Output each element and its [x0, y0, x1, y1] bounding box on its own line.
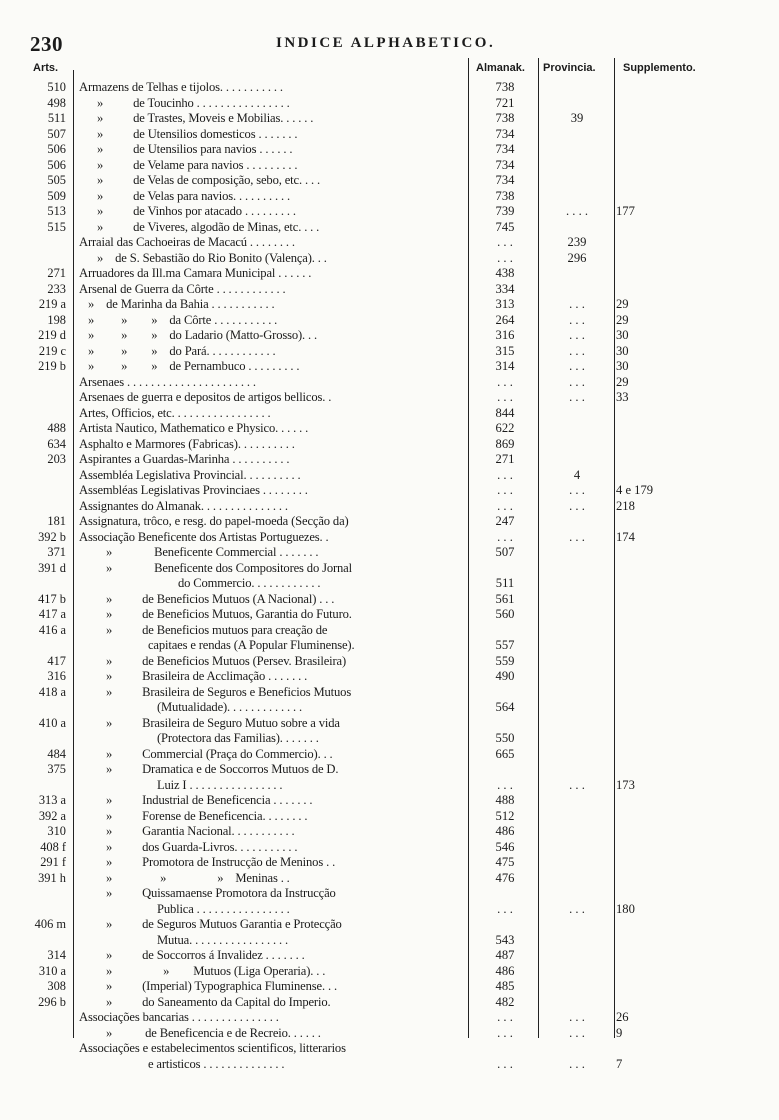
provincia-page: . . .	[569, 359, 585, 373]
index-row	[0, 421, 779, 437]
article-number: 515	[47, 219, 66, 234]
article-number: 291 f	[40, 855, 66, 869]
almanak-page: 543	[495, 932, 515, 947]
entry-text: » de Utensilios para navios . . . . . .	[79, 142, 293, 156]
article-number: 408 f	[40, 839, 66, 854]
entry-text: Assembléas Legislativas Provinciaes . . . . . . . .	[79, 483, 308, 497]
almanak-page: . . .	[497, 374, 513, 389]
article-number: 509	[47, 188, 66, 203]
supplemento-page: 29	[616, 374, 629, 389]
entry-text: Arraial das Cachoeiras de Macacú . . . . . . . .	[79, 235, 295, 249]
index-row	[0, 266, 779, 282]
entry-text: Luiz I . . . . . . . . . . . . . . . .	[79, 777, 283, 792]
entry-text: (Mutualidade). . . . . . . . . . . . .	[79, 700, 303, 714]
article-number: 417 b	[38, 591, 66, 606]
index-row	[0, 297, 779, 313]
index-row	[0, 390, 779, 406]
entry-text: Aspirantes a Guardas-Marinha . . . . . . . . . .	[79, 452, 290, 466]
supplemento-page: 29	[616, 312, 629, 327]
entry-text: » Brasileira de Seguro Mutuo sobre a vida	[79, 715, 340, 730]
entry-text: » Quissamaense Promotora da Instrucção	[79, 886, 336, 900]
entry-text: » de Vinhos por atacado . . . . . . . . .	[79, 204, 296, 218]
entry-text: » de Viveres, algodão de Minas, etc. . . .	[79, 219, 320, 234]
almanak-page: . . .	[497, 498, 513, 513]
supplemento-page: 4 e 179	[616, 483, 654, 497]
entry-text: » de Beneficios mutuos para creação de	[79, 622, 328, 637]
entry-text: Arsenaes . . . . . . . . . . . . . . . . . . . . . .	[79, 374, 256, 389]
article-number: 410 a	[38, 715, 66, 730]
index-row	[0, 313, 779, 329]
index-row	[0, 824, 779, 840]
article-number: 406 m	[34, 917, 66, 931]
entry-text: » de Velas para navios. . . . . . . . . .	[79, 188, 291, 203]
entry-text: » » » Meninas . .	[79, 870, 290, 885]
index-row	[0, 964, 779, 980]
entry-text: » Industrial de Beneficencia . . . . . . .	[79, 793, 313, 807]
almanak-page: 738	[495, 111, 515, 125]
index-row	[0, 778, 779, 794]
almanak-page: 314	[495, 359, 515, 373]
entry-text: » de Beneficios Mutuos (A Nacional) . . .	[79, 591, 335, 606]
article-number: 418 a	[38, 684, 66, 699]
article-number: 316	[47, 669, 66, 683]
entry-text: Mutua. . . . . . . . . . . . . . . . .	[79, 932, 289, 947]
almanak-page: 313	[495, 297, 515, 311]
supplemento-page: 174	[616, 529, 635, 544]
almanak-page: 561	[495, 591, 515, 606]
supplemento-page: 173	[616, 777, 635, 792]
article-number: 634	[47, 436, 66, 451]
index-row	[0, 437, 779, 453]
index-row	[0, 948, 779, 964]
article-number: 498	[47, 95, 66, 110]
supplemento-page: 7	[616, 1056, 623, 1071]
almanak-page: . . .	[497, 1010, 513, 1024]
index-row	[0, 80, 779, 96]
entry-text: » Garantia Nacional. . . . . . . . . . .	[79, 824, 295, 838]
article-number: 484	[47, 746, 66, 761]
entry-text: » de Toucinho . . . . . . . . . . . . . . . .	[79, 95, 290, 110]
article-number: 314	[47, 948, 66, 962]
almanak-page: . . .	[497, 529, 513, 544]
entry-text: Arsenal de Guerra da Côrte . . . . . . . . . . . .	[79, 281, 286, 296]
index-row	[0, 871, 779, 887]
almanak-page: 271	[495, 452, 515, 466]
entry-text: » de Utensilios domesticos . . . . . . .	[79, 126, 298, 141]
article-number: 233	[47, 281, 66, 296]
article-number: 417 a	[38, 607, 66, 621]
provincia-page: . . . .	[565, 204, 589, 218]
article-number: 391 d	[38, 560, 66, 575]
almanak-page: 482	[495, 994, 515, 1009]
index-row	[0, 592, 779, 608]
almanak-page: 512	[495, 808, 515, 823]
entry-text: » de Velas de composição, sebo, etc. . . .	[79, 173, 320, 187]
entry-text: » » Mutuos (Liga Operaria). . .	[79, 963, 326, 978]
entry-text: » (Imperial) Typographica Fluminense. . .	[79, 979, 337, 993]
index-row	[0, 189, 779, 205]
article-number: 181	[47, 514, 66, 528]
almanak-page: 475	[495, 855, 515, 869]
supplemento-page: 30	[616, 359, 629, 373]
index-row	[0, 282, 779, 298]
article-number: 271	[47, 266, 66, 280]
almanak-page: 734	[495, 173, 515, 187]
supplemento-page: 30	[616, 328, 629, 342]
index-row	[0, 669, 779, 685]
index-row	[0, 545, 779, 561]
entry-text: Asphalto e Marmores (Fabricas). . . . . . . . . .	[79, 436, 295, 451]
provincia-page: . . .	[569, 328, 585, 342]
entry-text: » Brasileira de Acclimação . . . . . . .	[79, 669, 308, 683]
supplemento-page: 30	[616, 343, 629, 358]
supplemento-page: 180	[616, 901, 635, 916]
index-row	[0, 235, 779, 251]
index-row	[0, 917, 779, 933]
index-row	[0, 220, 779, 236]
entry-text: Artes, Officios, etc. . . . . . . . . . . . . . . . .	[79, 405, 271, 420]
index-row	[0, 731, 779, 747]
entry-text: » Commercial (Praça do Commercio). . .	[79, 746, 333, 761]
entry-text: » de Velame para navios . . . . . . . . .	[79, 157, 298, 172]
almanak-page: 734	[495, 126, 515, 141]
index-row	[0, 111, 779, 127]
article-number: 313 a	[38, 793, 66, 807]
almanak-page: 486	[495, 963, 515, 978]
almanak-page: . . .	[497, 483, 513, 497]
almanak-page: 560	[495, 607, 515, 621]
column-header-arts: Arts.	[33, 62, 59, 74]
almanak-page: . . .	[497, 467, 513, 482]
almanak-page: 488	[495, 793, 515, 807]
provincia-page: . . .	[569, 1025, 585, 1040]
almanak-page: . . .	[497, 235, 513, 249]
index-row	[0, 468, 779, 484]
entry-text: » de Trastes, Moveis e Mobilias. . . . . .	[79, 111, 314, 125]
entry-text: » Dramatica e de Soccorros Mutuos de D.	[79, 762, 339, 776]
index-row	[0, 886, 779, 902]
almanak-page: 734	[495, 142, 515, 156]
article-number: 507	[47, 126, 66, 141]
article-number: 375	[47, 762, 66, 776]
article-number: 198	[47, 312, 66, 327]
almanak-page: 486	[495, 824, 515, 838]
article-number: 392 b	[38, 529, 66, 544]
article-number: 513	[47, 204, 66, 218]
almanak-page: 546	[495, 839, 515, 854]
supplemento-page: 218	[616, 498, 635, 513]
page-title: INDICE ALPHABETICO.	[276, 35, 496, 51]
entry-text: » » » de Pernambuco . . . . . . . . .	[79, 359, 300, 373]
entry-text: » » » do Pará. . . . . . . . . . . .	[79, 343, 276, 358]
article-number: 506	[47, 142, 66, 156]
article-number: 505	[47, 173, 66, 187]
almanak-page: 739	[495, 204, 515, 218]
provincia-page: 239	[567, 235, 587, 249]
entry-text: Assignantes do Almanak. . . . . . . . . . . . . . .	[79, 498, 288, 513]
entry-text: do Commercio. . . . . . . . . . . .	[79, 576, 321, 590]
entry-text: Arsenaes de guerra e depositos de artigos bellicos. .	[79, 390, 332, 404]
entry-text: Publica . . . . . . . . . . . . . . . .	[79, 901, 290, 916]
almanak-page: . . .	[497, 901, 513, 916]
provincia-page: . . .	[569, 343, 585, 358]
index-row	[0, 762, 779, 778]
entry-text: » de S. Sebastião do Rio Bonito (Valença). . .	[79, 250, 327, 265]
article-number: 417	[47, 653, 66, 668]
provincia-page: 4	[573, 467, 581, 482]
entry-text: Associações e estabelecimentos scientificos, litterarios	[79, 1041, 346, 1055]
column-header-supplemento: Supplemento.	[623, 62, 696, 74]
index-row	[0, 840, 779, 856]
almanak-page: 334	[495, 281, 515, 296]
almanak-page: 507	[495, 545, 515, 559]
index-row	[0, 793, 779, 809]
index-row	[0, 127, 779, 143]
article-number: 219 d	[38, 328, 66, 342]
entry-text: » Promotora de Instrucção de Meninos . .	[79, 855, 336, 869]
article-number: 308	[47, 979, 66, 993]
supplemento-page: 9	[616, 1025, 623, 1040]
almanak-page: 557	[495, 638, 515, 652]
provincia-page: . . .	[569, 498, 585, 513]
supplemento-page: 33	[616, 390, 629, 404]
provincia-page: . . .	[569, 1056, 585, 1071]
article-number: 371	[47, 545, 66, 559]
almanak-page: 316	[495, 328, 515, 342]
almanak-page: 476	[495, 870, 515, 885]
index-row	[0, 530, 779, 546]
index-row	[0, 933, 779, 949]
article-number: 219 a	[38, 297, 66, 311]
index-row	[0, 979, 779, 995]
index-row	[0, 251, 779, 267]
provincia-page: . . .	[569, 529, 585, 544]
provincia-page: . . .	[569, 297, 585, 311]
entry-text: » Brasileira de Seguros e Beneficios Mutuos	[79, 684, 352, 699]
almanak-page: . . .	[497, 1056, 513, 1071]
index-row	[0, 685, 779, 701]
index-row	[0, 654, 779, 670]
entry-text: » de Beneficios Mutuos (Persev. Brasileira)	[79, 653, 347, 668]
almanak-page: . . .	[497, 1025, 513, 1040]
index-row	[0, 716, 779, 732]
index-row	[0, 855, 779, 871]
almanak-page: . . .	[497, 390, 513, 404]
article-number: 310 a	[38, 963, 66, 978]
article-number: 219 c	[38, 343, 66, 358]
almanak-page: 247	[495, 514, 515, 528]
entry-text: Assembléa Legislativa Provincial. . . . . . . . . .	[79, 467, 301, 482]
entry-text: » » » do Ladario (Matto-Grosso). . .	[79, 328, 318, 342]
almanak-page: 264	[495, 312, 515, 327]
entry-text: » Beneficente Commercial . . . . . . .	[79, 545, 319, 559]
supplemento-page: 29	[616, 297, 629, 311]
supplemento-page: 177	[616, 204, 635, 218]
index-row	[0, 158, 779, 174]
article-number: 203	[47, 452, 66, 466]
entry-text: » de Soccorros á Invalidez . . . . . . .	[79, 948, 305, 962]
almanak-page: 550	[495, 731, 515, 745]
almanak-page: 438	[495, 266, 515, 280]
entry-text: » Beneficente dos Compositores do Jornal	[79, 560, 352, 575]
entry-text: Associação Beneficente dos Artistas Portuguezes. .	[79, 529, 329, 544]
index-row	[0, 406, 779, 422]
entry-text: (Protectora das Familias). . . . . . .	[79, 731, 319, 745]
entry-text: » de Beneficios Mutuos, Garantia do Futuro.	[79, 607, 352, 621]
almanak-page: 559	[495, 653, 515, 668]
article-number: 296 b	[38, 994, 66, 1009]
provincia-page: . . .	[569, 901, 585, 916]
almanak-page: 511	[495, 576, 515, 590]
almanak-page: 721	[495, 95, 515, 110]
almanak-page: 738	[495, 188, 515, 203]
almanak-page: 487	[495, 948, 515, 962]
index-row	[0, 344, 779, 360]
index-row	[0, 1026, 779, 1042]
index-row	[0, 204, 779, 220]
entry-text: » dos Guarda-Livros. . . . . . . . . . .	[79, 839, 298, 854]
provincia-page: . . .	[569, 312, 585, 327]
entry-text: » de Seguros Mutuos Garantia e Protecção	[79, 917, 342, 931]
article-number: 510	[47, 80, 66, 94]
index-row	[0, 96, 779, 112]
index-table	[0, 80, 779, 1072]
index-row	[0, 995, 779, 1011]
almanak-page: 745	[495, 219, 515, 234]
entry-text: e artisticos . . . . . . . . . . . . . .	[79, 1056, 285, 1071]
index-row	[0, 607, 779, 623]
index-row	[0, 561, 779, 577]
index-row	[0, 452, 779, 468]
almanak-page: 734	[495, 157, 515, 172]
almanak-page: 738	[495, 80, 515, 94]
article-number: 392 a	[38, 808, 66, 823]
almanak-page: 485	[495, 979, 515, 993]
entry-text: capitaes e rendas (A Popular Fluminense).	[79, 638, 355, 652]
index-row	[0, 499, 779, 515]
index-row	[0, 375, 779, 391]
column-header-almanak: Almanak.	[476, 62, 525, 74]
almanak-page: 622	[495, 421, 515, 435]
almanak-page: 490	[495, 669, 515, 683]
article-number: 416 a	[38, 622, 66, 637]
provincia-page: 39	[570, 111, 584, 125]
entry-text: Artista Nautico, Mathematico e Physico. . . . . .	[79, 421, 309, 435]
provincia-page: . . .	[569, 374, 585, 389]
index-row	[0, 359, 779, 375]
entry-text: Assignatura, trôco, e resg. do papel-moeda (Secção da)	[79, 514, 349, 528]
entry-text: » de Marinha da Bahia . . . . . . . . . . .	[79, 297, 275, 311]
index-row	[0, 638, 779, 654]
almanak-page: 564	[495, 700, 515, 714]
index-row	[0, 700, 779, 716]
page-number: 230	[30, 32, 63, 56]
index-row	[0, 142, 779, 158]
almanak-page: . . .	[497, 250, 513, 265]
index-row	[0, 328, 779, 344]
index-row	[0, 902, 779, 918]
almanak-page: 869	[495, 436, 515, 451]
entry-text: » de Beneficencia e de Recreio. . . . . .	[79, 1025, 321, 1040]
article-number: 506	[47, 157, 66, 172]
article-number: 511	[47, 111, 66, 125]
index-row	[0, 173, 779, 189]
index-row	[0, 576, 779, 592]
index-row	[0, 1041, 779, 1057]
article-number: 488	[47, 421, 66, 435]
column-header-provincia: Provincia.	[543, 62, 596, 74]
entry-text: Associações bancarias . . . . . . . . . . . . . . .	[79, 1010, 279, 1024]
entry-text: Arruadores da Ill.ma Camara Municipal . . . . . .	[79, 266, 312, 280]
provincia-page: . . .	[569, 483, 585, 497]
provincia-page: . . .	[569, 1010, 585, 1024]
index-row	[0, 514, 779, 530]
almanak-page: 665	[495, 746, 515, 761]
supplemento-page: 26	[616, 1010, 629, 1024]
article-number: 219 b	[38, 359, 66, 373]
entry-text: » do Saneamento da Capital do Imperio.	[79, 994, 331, 1009]
index-row	[0, 809, 779, 825]
article-number: 391 h	[38, 870, 66, 885]
article-number: 310	[47, 824, 66, 838]
entry-text: Armazens de Telhas e tijolos. . . . . . . . . . .	[79, 80, 283, 94]
almanak-page: 315	[495, 343, 515, 358]
index-row	[0, 1057, 779, 1073]
provincia-page: . . .	[569, 777, 585, 792]
entry-text: » Forense de Beneficencia. . . . . . . .	[79, 808, 308, 823]
entry-text: » » » da Côrte . . . . . . . . . . .	[79, 312, 278, 327]
provincia-page: 296	[567, 250, 587, 265]
index-row	[0, 483, 779, 499]
almanak-page: 844	[495, 405, 515, 420]
provincia-page: . . .	[569, 390, 585, 404]
index-row	[0, 1010, 779, 1026]
almanak-page: . . .	[497, 777, 513, 792]
index-row	[0, 623, 779, 639]
index-row	[0, 747, 779, 763]
